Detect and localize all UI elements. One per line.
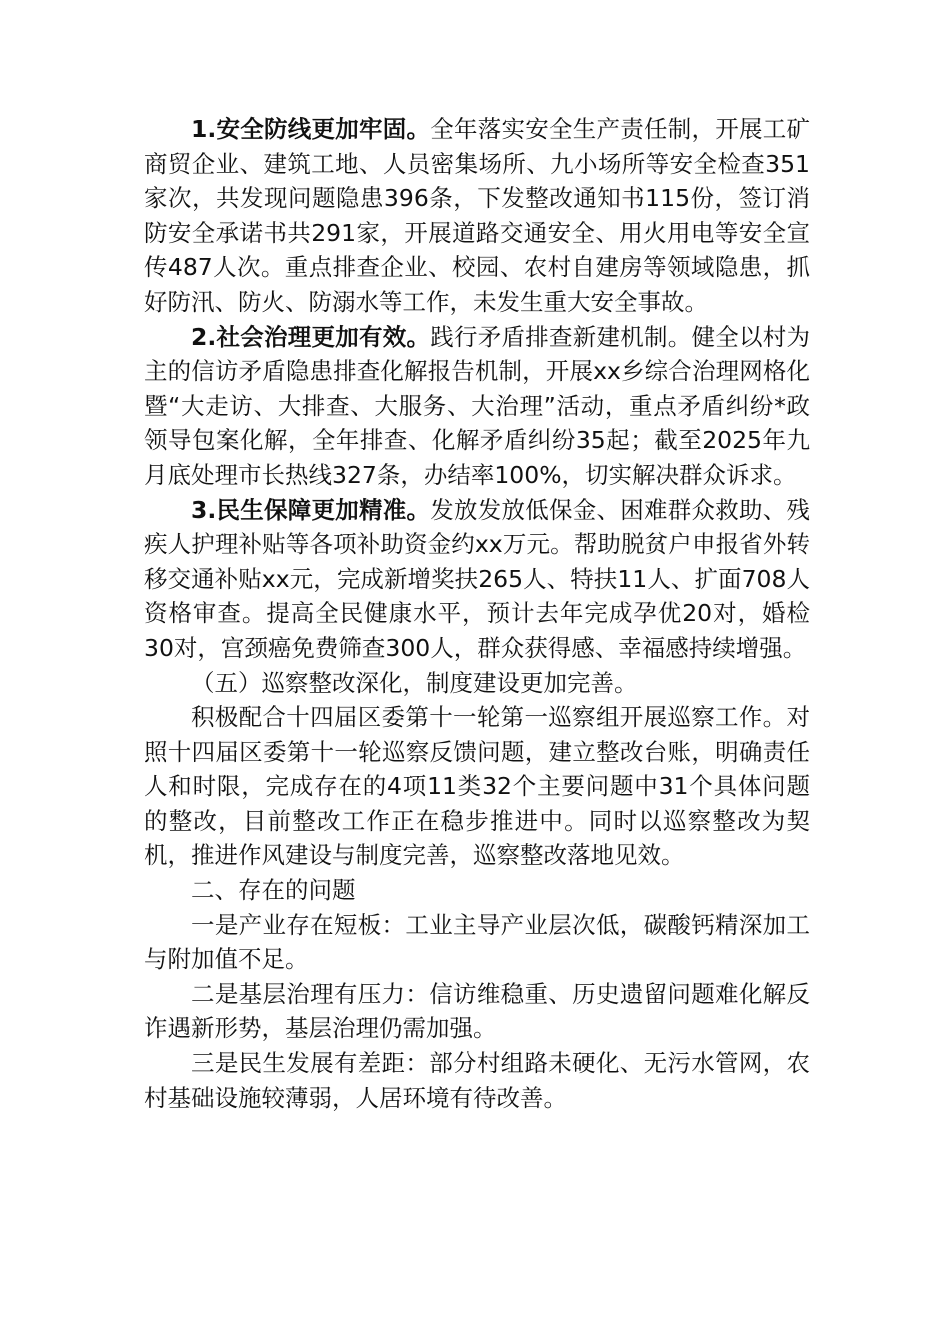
paragraph-lead: 1.安全防线更加牢固。 — [191, 115, 431, 143]
paragraph-text: 发放发放低保金、困难群众救助、残疾人护理补贴等各项补助资金约xx万元。帮助脱贫户申报省外转移交通补贴xx元，完成新增奖扶265人、特扶11人、扩面708人资格审查。提高全民健康水平，预计去年完成孕优20对，婚检30对，宫颈癌免费筛查300人，群众获得感、幸福感持续增强。 — [144, 495, 811, 662]
paragraph-safety — [144, 112, 810, 320]
paragraph-text: 二是基层治理有压力：信访维稳重、历史遗留问题难化解反诈遇新形势，基层治理仍需加强。 — [144, 979, 810, 1043]
paragraph-text: （五）巡察整改深化，制度建设更加完善。 — [191, 668, 638, 697]
section-heading-inspection — [144, 666, 810, 701]
paragraph-governance — [144, 320, 810, 493]
paragraph-problem-governance — [144, 977, 810, 1046]
paragraph-text: 二、存在的问题 — [191, 876, 356, 905]
paragraph-lead: 3.民生保障更加精准。 — [191, 495, 431, 524]
document-body — [144, 112, 810, 1115]
paragraph-text: 全年落实安全生产责任制，开展工矿商贸企业、建筑工地、人员密集场所、九小场所等安全检查351家次，共发现问题隐患396条，下发整改通知书115份，签订消防安全承诺书共291家，开展道路交通安全、用火用电等安全宣传487人次。重点排查企业、校园、农村自建房等领域隐患，抓好防汛、防火、防溺水等工作，未发生重大安全事故。 — [144, 115, 811, 316]
paragraph-lead: 2.社会治理更加有效。 — [191, 322, 431, 351]
paragraph-text: 三是民生发展有差距：部分村组路未硬化、无污水管网，农村基础设施较薄弱，人居环境有待改善。 — [144, 1049, 810, 1112]
paragraph-text: 一是产业存在短板：工业主导产业层次低，碳酸钙精深加工与附加值不足。 — [144, 910, 810, 974]
paragraph-text: 积极配合十四届区委第十一轮第一巡察组开展巡察工作。对照十四届区委第十一轮巡察反馈问题，建立整改台账，明确责任人和时限，完成存在的4项11类32个主要问题中31个具体问题的整改，目前整改工作正在稳步推进中。同时以巡察整改为契机，推进作风建设与制度完善，巡察整改落地见效。 — [144, 703, 810, 870]
paragraph-problem-industry — [144, 908, 810, 977]
paragraph-inspection — [144, 700, 810, 873]
paragraph-livelihood — [144, 493, 810, 666]
paragraph-text: 践行矛盾排查新建机制。健全以村为主的信访矛盾隐患排查化解报告机制，开展xx乡综合治理网格化暨“大走访、大排查、大服务、大治理”活动，重点矛盾纠纷*政领导包案化解，全年排查、化解矛盾纠纷35起；截至2025年九月底处理市长热线327条，办结率100%，切实解决群众诉求。 — [144, 322, 811, 489]
paragraph-problem-livelihood — [144, 1046, 810, 1115]
section-heading-problems — [144, 873, 810, 908]
